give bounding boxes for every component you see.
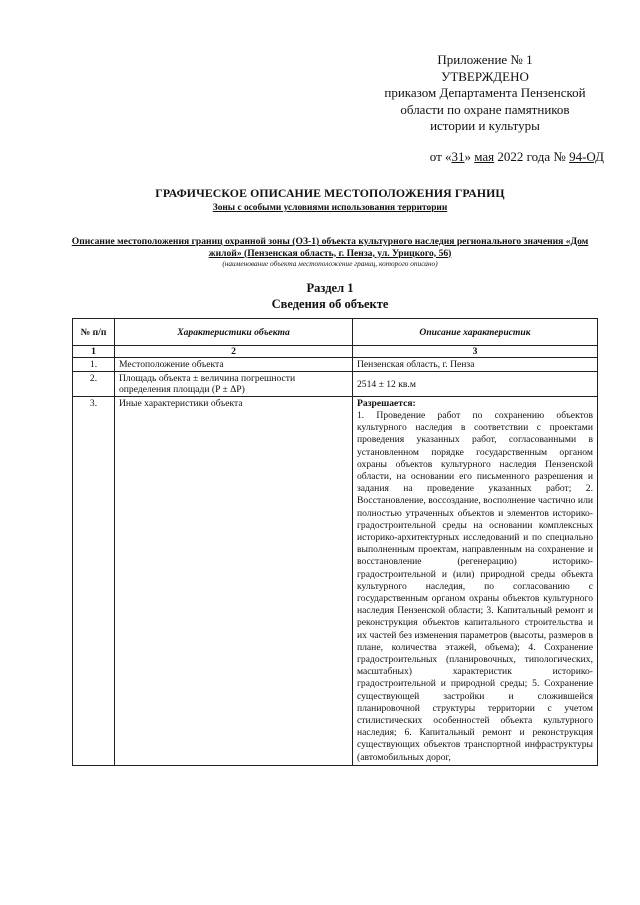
column-header: Описание характеристик: [353, 319, 598, 346]
approved-label: УТВЕРЖДЕНО: [441, 68, 529, 84]
object-info-table: [72, 318, 598, 766]
order-month: мая: [474, 148, 495, 164]
row-number: 2.: [73, 372, 115, 397]
page-title: ГРАФИЧЕСКОЕ ОПИСАНИЕ МЕСТОПОЛОЖЕНИЯ ГРАНИЦ: [155, 186, 505, 200]
approval-block: [360, 52, 610, 165]
column-number: 2: [115, 346, 353, 358]
column-number-row: [73, 346, 598, 358]
page-subtitle: Зоны с особыми условиями использования территории: [212, 203, 448, 213]
order-number: 94-ОД: [569, 148, 604, 164]
column-header: Характеристики объекта: [115, 319, 353, 346]
row-characteristic: Местоположение объекта: [115, 358, 353, 372]
row-characteristic: Иные характеристики объекта: [115, 397, 353, 766]
allowed-text: 1. Проведение работ по сохранению объектов культурного наследия в соответствии с проектами проведения указанных работ, согласованными в установленном порядке государственным органом охраны объектов культурного наследия Пензенской области, на основании его письменного разрешения и задания на проведение указанных работ; 2. Восстановление, воссоздание, восполнение частично или полностью утраченных объектов и элементов историко-градостроительной среды на основании комплексных историко-архитектурных исследований и по специально выполненным проектам, направленным на сохранение и восстановление (регенерацию) историко-градостроительной и (или) природной среды объекта культурного наследия, по согласованию с государственным органом охраны объектов культурного наследия Пензенской области; 3. Капитальный ремонт и реконструкция объектов капитального строительства и их частей без изменения параметров (высоты, размеров в плане, количества этажей, объема); 4. Сохранение градостроительных (планировочных, типологических, масштабных) характеристик историко-градостроительной и природной среды; 5. Сохранение существующей застройки и сложившейся планировочной структуры территории с учетом стилистических особенностей объекта культурного наследия; 6. Капитальный ремонт и реконструкция существующих объектов транспортной инфраструктуры (автомобильных дорог,: [357, 410, 593, 763]
row-number: 3.: [73, 397, 115, 766]
section-number: Раздел 1: [306, 281, 354, 295]
row-description: Пензенская область, г. Пенза: [353, 358, 598, 372]
order-line: области по охране памятников: [400, 101, 570, 117]
section-heading: [30, 280, 630, 312]
object-description-note: (наименование объекта местоположение границ, которого описано): [222, 259, 438, 268]
order-date: от «31» мая 2022 года № 94-ОД: [429, 148, 604, 164]
table-row: [73, 358, 598, 372]
allowed-title: Разрешается:: [357, 398, 416, 409]
column-header: № п/п: [73, 319, 115, 346]
table-header-row: [73, 319, 598, 346]
order-line: истории и культуры: [430, 118, 540, 133]
object-description: Описание местоположения границ охранной зоны (ОЗ-1) объекта культурного наследия регионального значения «Дом жилой» (Пензенская область, г. Пенза, ул. Урицкого, 56): [71, 236, 589, 259]
appendix-label: Приложение № 1: [437, 52, 533, 67]
section-name: Сведения об объекте: [271, 297, 389, 311]
table-row: [73, 372, 598, 397]
column-number: 1: [73, 346, 115, 358]
row-description-cell: [353, 397, 598, 766]
table-row: [73, 397, 598, 766]
order-line: приказом Департамента Пензенской: [384, 85, 586, 100]
order-day: 31: [451, 148, 465, 164]
column-number: 3: [353, 346, 598, 358]
row-characteristic: Площадь объекта ± величина погрешности определения площади (P ± ΔP): [115, 372, 353, 397]
row-description: 2514 ± 12 кв.м: [353, 372, 598, 397]
row-number: 1.: [73, 358, 115, 372]
